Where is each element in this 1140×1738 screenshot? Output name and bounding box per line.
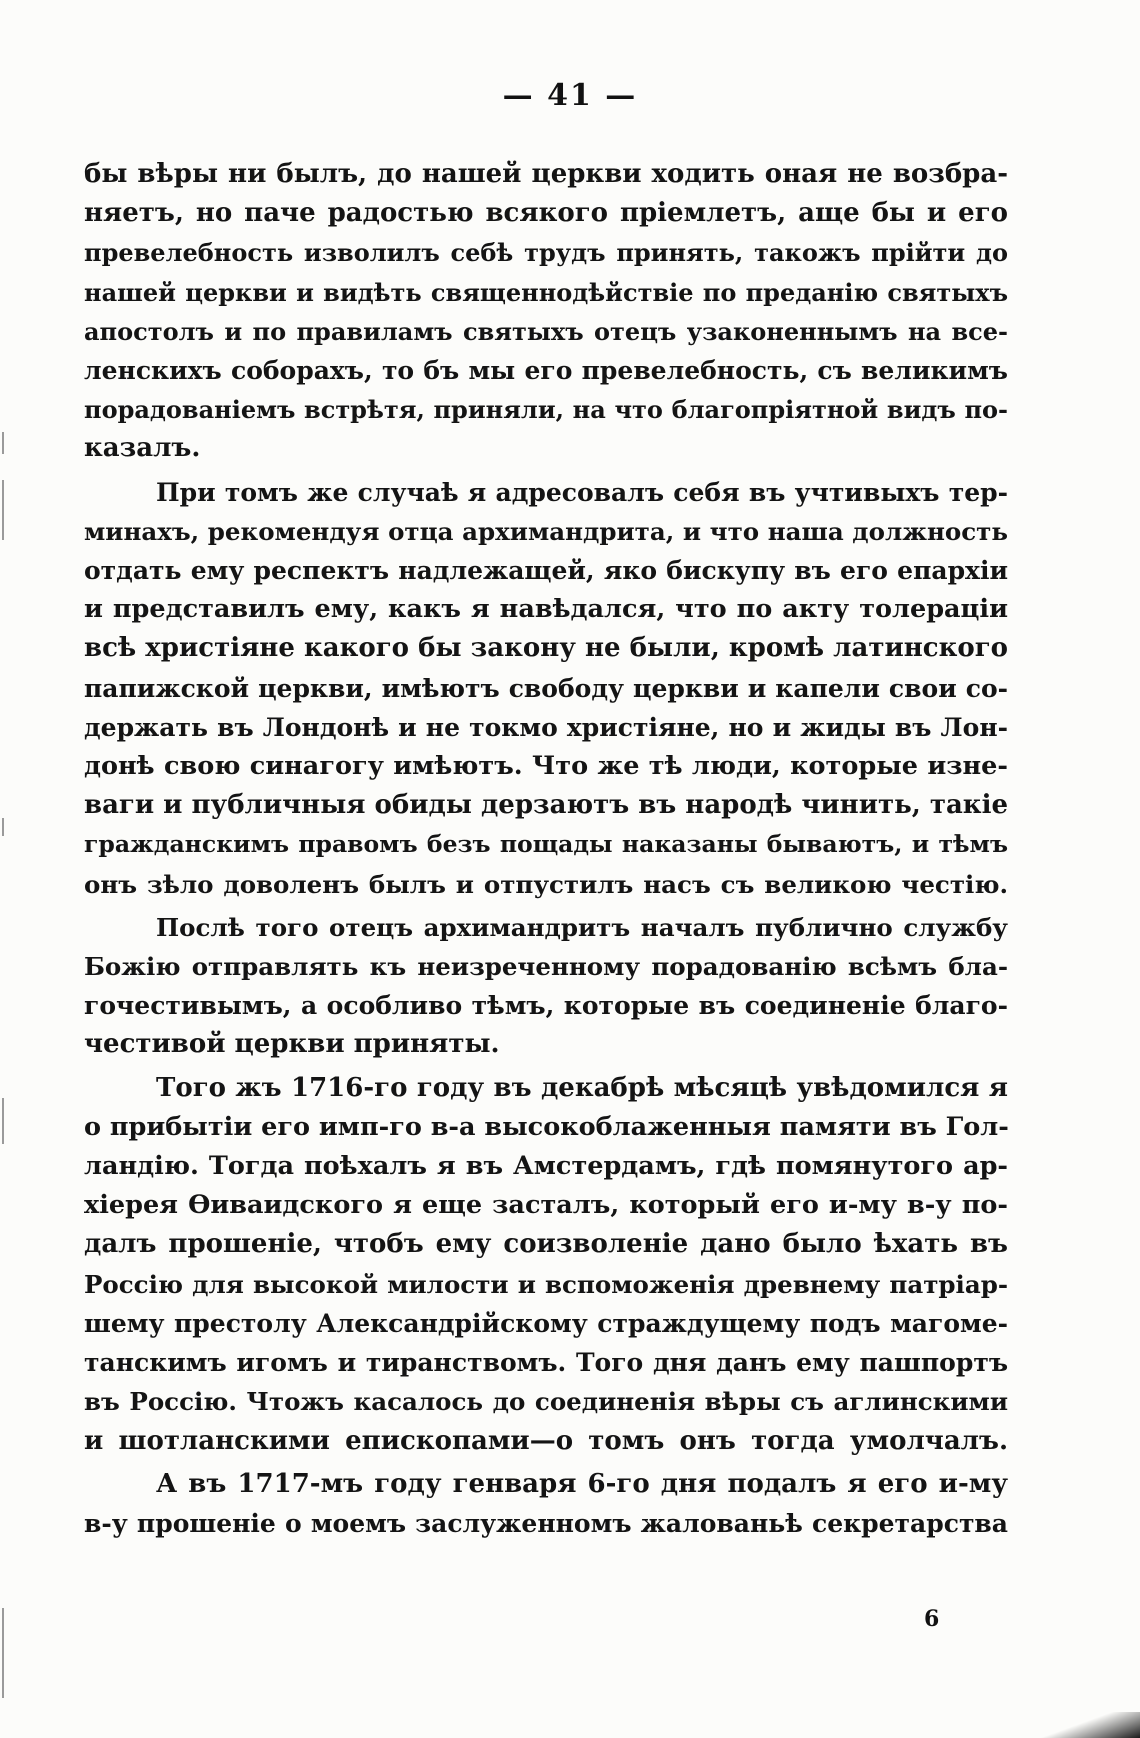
text-line: в-у прошеніе о моемъ заслуженномъ жалованьѣ секретарства [84,1508,1008,1538]
text-line: ландію. Тогда поѣхалъ я въ Амстердамъ, гдѣ помянутого ар- [84,1151,1008,1182]
text-line: онъ зѣло доволенъ былъ и отпустилъ насъ съ великою честію. [84,869,1008,899]
text-line: и представилъ ему, какъ я навѣдался, что по акту толераціи [84,594,1008,625]
text-line: бы вѣры ни былъ, до нашей церкви ходить оная не возбра- [84,159,1008,189]
text-line: и шотланскими епископами—о томъ онъ тогда умолчалъ. [84,1425,1008,1456]
text-line: казалъ. [84,433,201,464]
text-line: минахъ, рекомендуя отца архимандрита, и что наша должность [84,516,1008,546]
text-line: хіерея Ѳиваидского я еще засталъ, который его и-му в-у по- [84,1190,1008,1221]
text-line: апостолъ и по правиламъ святыхъ отецъ узаконеннымъ на все- [84,316,1008,346]
text-line: шему престолу Александрійскому страждущему подъ магоме- [84,1308,1008,1338]
text-line: въ Россію. Чтожъ касалось до соединенія вѣры съ аглинскими [84,1387,1008,1417]
edge-mark [2,480,4,540]
text-line: порадованіемъ встрѣтя, приняли, на что благопріятной видъ по- [84,395,1008,425]
text-line: танскимъ игомъ и тиранствомъ. Того дня данъ ему пашпортъ [84,1348,1008,1378]
text-line: При томъ же случаѣ я адресовалъ себя въ учтивыхъ тер- [156,477,1008,507]
edge-mark [2,1098,4,1144]
text-line: няетъ, но паче радостью всякого пріемлетъ, аще бы и его [84,198,1008,229]
edge-mark [2,432,4,454]
signature-mark: 6 [924,1606,940,1632]
text-line: о прибытіи его имп-го в-а высокоблаженныя памяти въ Гол- [84,1111,1009,1142]
scan-shadow [1030,1712,1140,1738]
text-line: всѣ христіяне какого бы закону не были, кромѣ латинского [84,633,1008,664]
text-line: честивой церкви приняты. [84,1029,500,1060]
text-line: отдать ему респектъ надлежащей, яко бискупу въ его епархіи [84,556,1008,586]
text-line: Того жъ 1716-го году въ декабрѣ мѣсяцѣ увѣдомился я [156,1072,1008,1103]
text-line: превелебность изволилъ себѣ трудъ принять, такожъ прійти до [84,238,1008,268]
edge-mark [2,818,4,836]
text-line: А въ 1717-мъ году генваря 6-го дня подалъ я его и-му [156,1468,1008,1499]
text-line: гражданскимъ правомъ безъ пощады наказаны бываютъ, и тѣмъ [84,830,1008,859]
page-number-header: — 41 — [502,78,638,113]
text-line: нашей церкви и видѣть священнодѣйствіе по преданію святыхъ [84,277,1008,307]
edge-mark [2,1608,4,1698]
text-line: Божію отправлять къ неизреченному порадованію всѣмъ бла- [84,952,1008,982]
body-text [84,155,1008,1543]
text-line: гочестивымъ, а особливо тѣмъ, которые въ соединеніе благо- [84,991,1008,1021]
text-line: папижской церкви, имѣютъ свободу церкви и капели свои со- [84,673,1008,703]
text-line: Россію для высокой милости и вспоможенія древнему патріар- [84,1269,1008,1299]
text-line: далъ прошеніе, чтобъ ему соизволеніе дано было ѣхать въ [84,1229,1008,1260]
text-line: ленскихъ соборахъ, то бъ мы его превелебность, съ великимъ [84,356,1008,386]
text-line: Послѣ того отецъ архимандритъ началъ публично службу [156,912,1008,942]
text-line: донѣ свою синагогу имѣютъ. Что же тѣ люди, которые изне- [84,751,1008,782]
text-line: держать въ Лондонѣ и не токмо христіяне, но и жиды въ Лон- [84,712,1008,742]
text-line: ваги и публичныя обиды дерзаютъ въ народѣ чинить, такіе [84,790,1008,821]
